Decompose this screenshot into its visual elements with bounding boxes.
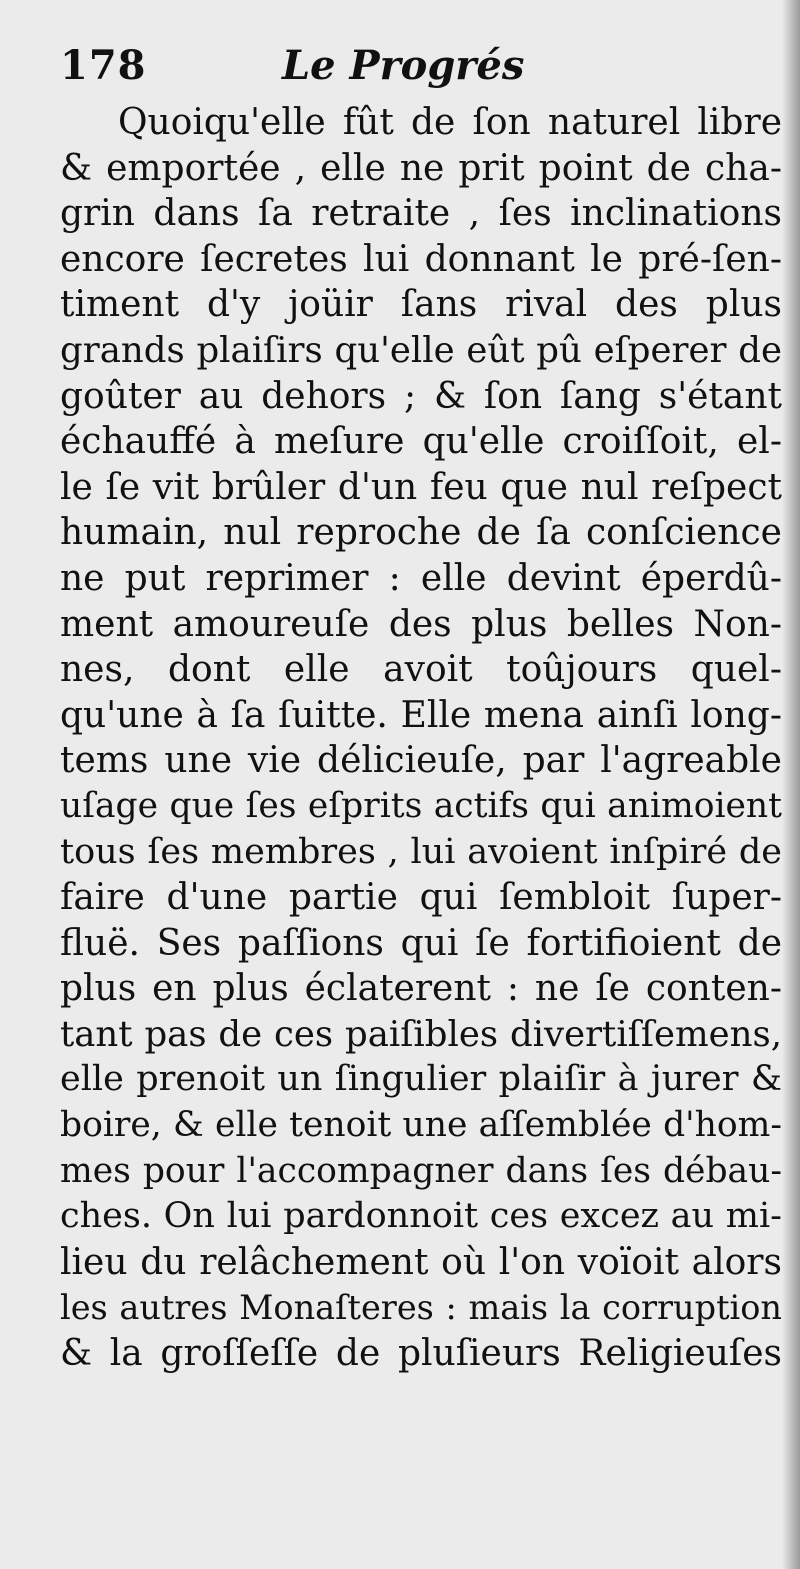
page-number: 178: [60, 42, 147, 89]
body-text: [60, 100, 782, 1377]
text-line: fluë. Ses paſſions qui ſe fortifioient de: [60, 922, 782, 964]
text-line: tant pas de ces paiſibles divertiſſemens,: [60, 1013, 782, 1055]
text-line: elle prenoit un ſingulier plaiſir à jurer &: [60, 1059, 782, 1100]
text-line: tous ſes membres , lui avoient inſpiré de: [60, 831, 782, 872]
text-line: Quoiqu'elle fût de ſon naturel libre: [118, 102, 782, 143]
text-line: tems une vie délicieuſe, par l'agreable: [60, 740, 782, 782]
text-line: humain, nul reproche de ſa conſcience: [60, 512, 782, 554]
text-line: le ſe vit brûler d'un feu que nul reſpect: [60, 466, 782, 508]
text-line: goûter au dehors ; & ſon ſang s'étant: [60, 375, 782, 417]
text-line: ment amoureuſe des plus belles Non-: [60, 603, 782, 645]
text-line: ne put reprimer : elle devint éperdû-: [60, 557, 782, 599]
text-line: grands plaiſirs qu'elle eût pû eſperer de: [60, 329, 782, 371]
text-line: boire, & elle tenoit une aſſemblée d'hom-: [60, 1105, 782, 1146]
text-line: faire d'une partie qui ſembloit ſuper-: [60, 877, 782, 919]
text-line: & la groſſeſſe de pluſieurs Religieuſes: [60, 1333, 782, 1375]
text-line: encore ſecretes lui donnant le pré-ſen-: [60, 238, 782, 280]
text-line: & emportée , elle ne prit point de cha-: [60, 147, 782, 189]
text-line: timent d'y joüir ſans rival des plus: [60, 284, 782, 326]
text-line: plus en plus éclaterent : ne ſe conten-: [60, 968, 782, 1010]
text-line: lieu du relâchement où l'on voïoit alors: [60, 1241, 782, 1283]
text-line: échauffé à meſure qu'elle croiſſoit, el-: [60, 421, 782, 463]
text-line: les autres Monaſteres : mais la corruption: [60, 1288, 782, 1328]
text-line: nes, dont elle avoit toûjours quel-: [60, 649, 782, 691]
text-line: ches. On lui pardonnoit ces excez au mi-: [60, 1196, 782, 1237]
page-edge-shadow: [782, 0, 800, 1569]
text-line: qu'une à ſa ſuitte. Elle mena ainſi long-: [60, 694, 782, 736]
page-header: [60, 42, 760, 102]
text-line: grin dans ſa retraite , ſes inclinations: [60, 193, 782, 235]
running-head: Le Progrés: [282, 42, 525, 89]
text-line: mes pour l'accompagner dans ſes débau-: [60, 1150, 782, 1191]
text-line: uſage que ſes eſprits actifs qui animoient: [60, 785, 782, 826]
